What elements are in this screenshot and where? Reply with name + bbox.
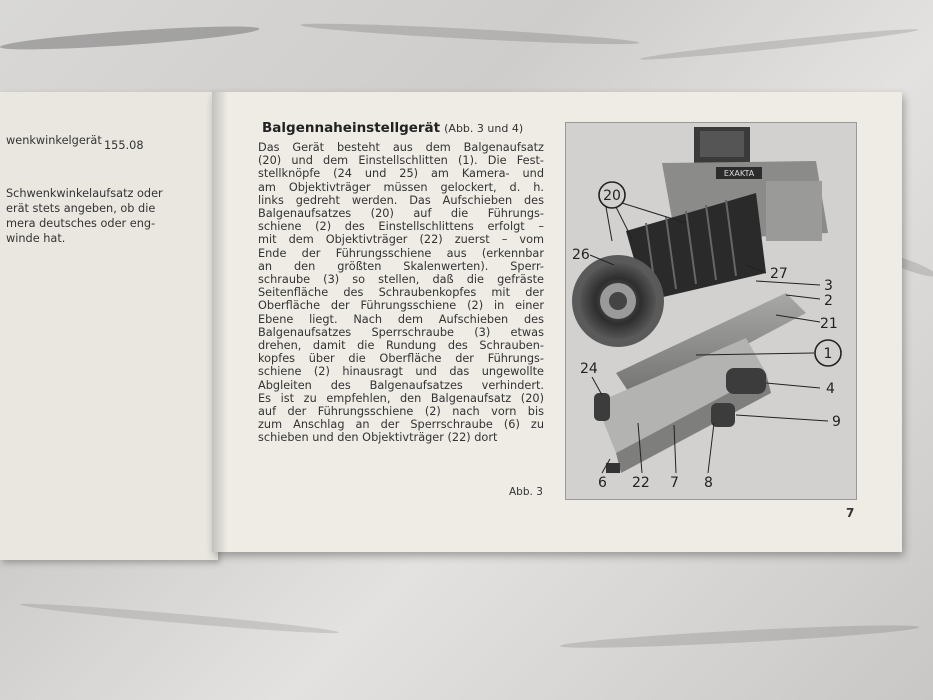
callout-label-20: 20 [603,188,621,204]
body-line: links gedreht werden. Das Aufschieben des [258,193,544,207]
callout-label-8: 8 [704,475,713,491]
body-line: zum Anschlag an der Sperrschraube (6) zu [258,418,544,432]
body-line: auf der Führungsschiene (2) nach vorn bis [258,405,544,419]
marble-vein [0,22,260,54]
left-page-line: 155.08 [104,139,144,152]
body-line: Abgleiten des Balgenaufsatzes verhindert. [258,378,544,392]
left-page-line: wenkwinkelgerät [6,134,102,147]
page-number: 7 [846,506,855,520]
callout-label-22: 22 [632,475,650,491]
left-page [0,92,218,560]
body-line: schiene (2) des Einstellschlittens erfolgt – [258,220,544,234]
callout-label-2: 2 [824,293,833,309]
callout-label-6: 6 [598,475,607,491]
callout-label-27: 27 [770,266,788,282]
book-gutter [212,92,228,552]
left-page-line: Schwenkwinkelaufsatz oder [6,187,163,200]
heading-title: Balgennaheinstellgerät [262,120,441,136]
figure-photo [565,122,857,500]
body-line: stellknöpfe (24 und 25) am Kamera- und [258,167,544,181]
callout-label-7: 7 [670,475,679,491]
body-line: Ebene liegt. Nach dem Aufschieben des [258,312,544,326]
body-line: Ende der Führungsschiene aus (erkennbar [258,246,544,260]
callout-label-1: 1 [823,346,833,362]
body-line: Balgenaufsatzes Sperrschraube (3) etwas [258,325,544,339]
callout-label-24: 24 [580,361,598,377]
body-line: Seitenfläche des Schraubenkopfes mit der [258,286,544,300]
marble-vein [20,600,340,637]
body-line: an den größten Skalenwerten). Sperr- [258,259,544,273]
body-line: Oberfläche der Führungsschiene (2) in einer [258,299,544,313]
camera-brand-label: EXAKTA [723,169,755,178]
callout-label-4: 4 [826,381,835,397]
body-line: schraube (3) so stellen, daß die gefräste [258,273,544,287]
body-line: am Objektivträger müssen gelockert, d. h. [258,180,544,194]
marble-vein [300,20,640,48]
callout-label-9: 9 [832,414,841,430]
callout-label-26: 26 [572,247,590,263]
body-line: schiene (2) hinausragt und das ungewollte [258,365,544,379]
body-line: Es ist zu empfehlen, den Balgenaufsatz (20) [258,391,544,405]
marble-vein [560,621,920,652]
section-heading [262,120,523,136]
body-line: mit dem Objektivträger (22) zuerst – vom [258,233,544,247]
body-line: drehen, damit die Rundung des Schrauben- [258,339,544,353]
body-text [258,141,544,445]
left-page-line: mera deutsches oder eng- [6,217,156,230]
body-line: kopfes über die Oberfläche der Führungs- [258,352,544,366]
body-line: (20) und dem Einstellschlitten (1). Die Fest- [258,154,544,168]
marble-vein [640,26,919,63]
left-page-line: winde hat. [6,232,66,245]
left-page-line: erät stets angeben, ob die [6,202,156,215]
body-line: Balgenaufsatzes (20) auf die Führungs- [258,207,544,221]
body-line: schieben und den Objektivträger (22) dort [258,431,498,445]
lens [572,255,664,347]
heading-figure-ref: (Abb. 3 und 4) [444,122,524,135]
figure-caption: Abb. 3 [509,486,543,498]
callout-label-21: 21 [820,316,838,332]
camera-illustration [566,123,856,499]
callout-label-3: 3 [824,278,833,294]
body-line: Das Gerät besteht aus dem Balgenaufsatz [258,141,544,154]
